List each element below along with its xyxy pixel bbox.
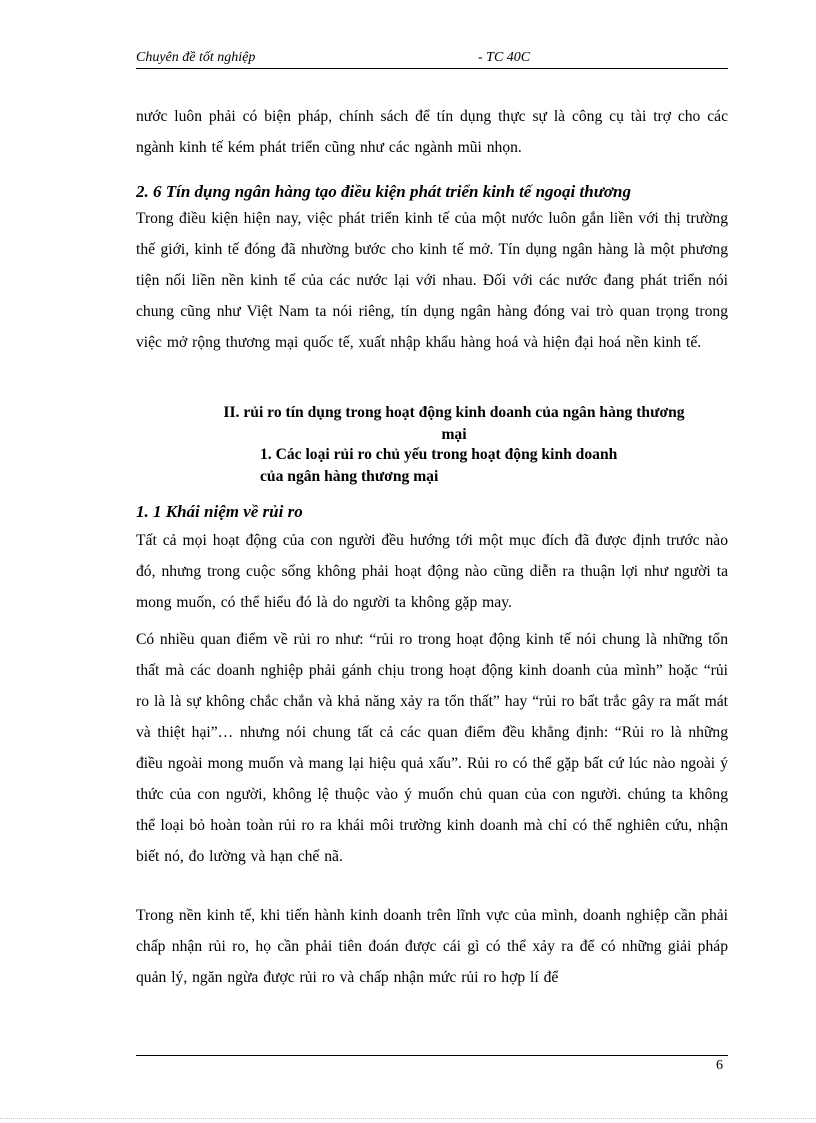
paragraph-4 xyxy=(136,624,728,872)
header-class-code: - TC 40C xyxy=(478,50,531,65)
paragraph-5-text: Trong nền kinh tế, khi tiến hành kinh doanh trên lĩnh vực của mình, doanh nghiệp cần phải chấp nhận rủi ro, họ cần phải tiên đoán được cái gì có thể xảy ra để có những giải pháp quản lý, ngăn ngừa được rủi ro và chấp nhận mức rủi ro hợp lí để xyxy=(136,907,728,986)
footer-rule xyxy=(136,1055,728,1056)
page-header xyxy=(136,46,728,69)
heading-1-line2: của ngân hàng thương mại xyxy=(260,468,439,485)
paragraph-1 xyxy=(136,101,728,163)
page-number: 6 xyxy=(716,1058,723,1073)
paragraph-2-text: Trong điều kiện hiện nay, việc phát triển kinh tế của một nước luôn gắn liền với thị trường thế giới, kinh tế đóng đã nhường bước cho kinh tế mở. Tín dụng ngân hàng là một phương tiện nối liền nền kinh tế của các nước lại với nhau. Đối với các nước đang phát triển nói chung cũng như Việt Nam ta nói riêng, tín dụng ngân hàng đóng vai trò quan trọng trong việc mở rộng thương mại quốc tế, xuất nhập khẩu hàng hoá và hiện đại hoá nền kinh tế. xyxy=(136,210,728,351)
paragraph-5 xyxy=(136,900,728,993)
header-title: Chuyên đề tốt nghiệp xyxy=(136,50,256,65)
page-bottom-border xyxy=(0,1118,816,1119)
heading-1-1: 1. 1 Khái niệm về rủi ro xyxy=(136,502,303,521)
heading-section-II xyxy=(164,402,744,446)
paragraph-3-text: Tất cả mọi hoạt động của con người đều hướng tới một mục đích đã được định trước nào đó, nhưng trong cuộc sống không phải hoạt động nào cũng diễn ra thuận lợi như người ta mong muốn, có thể hiểu đó là do người ta không gặp may. xyxy=(136,532,728,611)
heading-section-II-line1: II. rủi ro tín dụng trong hoạt động kinh doanh của ngân hàng thương xyxy=(223,404,685,421)
paragraph-1-text: nước luôn phải có biện pháp, chính sách để tín dụng thực sự là công cụ tài trợ cho các ngành kinh tế kém phát triển cũng như các ngành mũi nhọn. xyxy=(136,108,728,156)
heading-2-6: 2. 6 Tín dụng ngân hàng tạo điều kiện phát triển kinh tế ngoại thương xyxy=(136,182,631,201)
heading-section-II-line2: mại xyxy=(441,426,467,443)
paragraph-4-text: Có nhiều quan điểm về rủi ro như: “rủi ro trong hoạt động kinh tế nói chung là những tổn thất mà các doanh nghiệp phải gánh chịu trong hoạt động kinh doanh của mình” hoặc “rủi ro là là sự không chắc chắn và khả năng xảy ra tổn thất” hay “rủi ro bất trắc gây ra mất mát và thiệt hại”… nhưng nói chung tất cả các quan điểm đều khẳng định: “Rủi ro là những điều ngoài mong muốn và mang lại hiệu quả xấu”. Rủi ro có thể gặp bất cứ lúc nào ngoài ý thức của con người, không lệ thuộc vào ý muốn chủ quan của con người. chúng ta không thể loại bỏ hoàn toàn rủi ro ra khái môi trường kinh doanh mà chỉ có thể nghiên cứu, nhận biết nó, đo lường và hạn chế nã. xyxy=(136,631,728,865)
paragraph-3 xyxy=(136,525,728,618)
heading-1-line1: 1. Các loại rủi ro chủ yếu trong hoạt động kinh doanh xyxy=(260,446,618,463)
heading-1 xyxy=(260,444,617,488)
paragraph-2 xyxy=(136,203,728,358)
